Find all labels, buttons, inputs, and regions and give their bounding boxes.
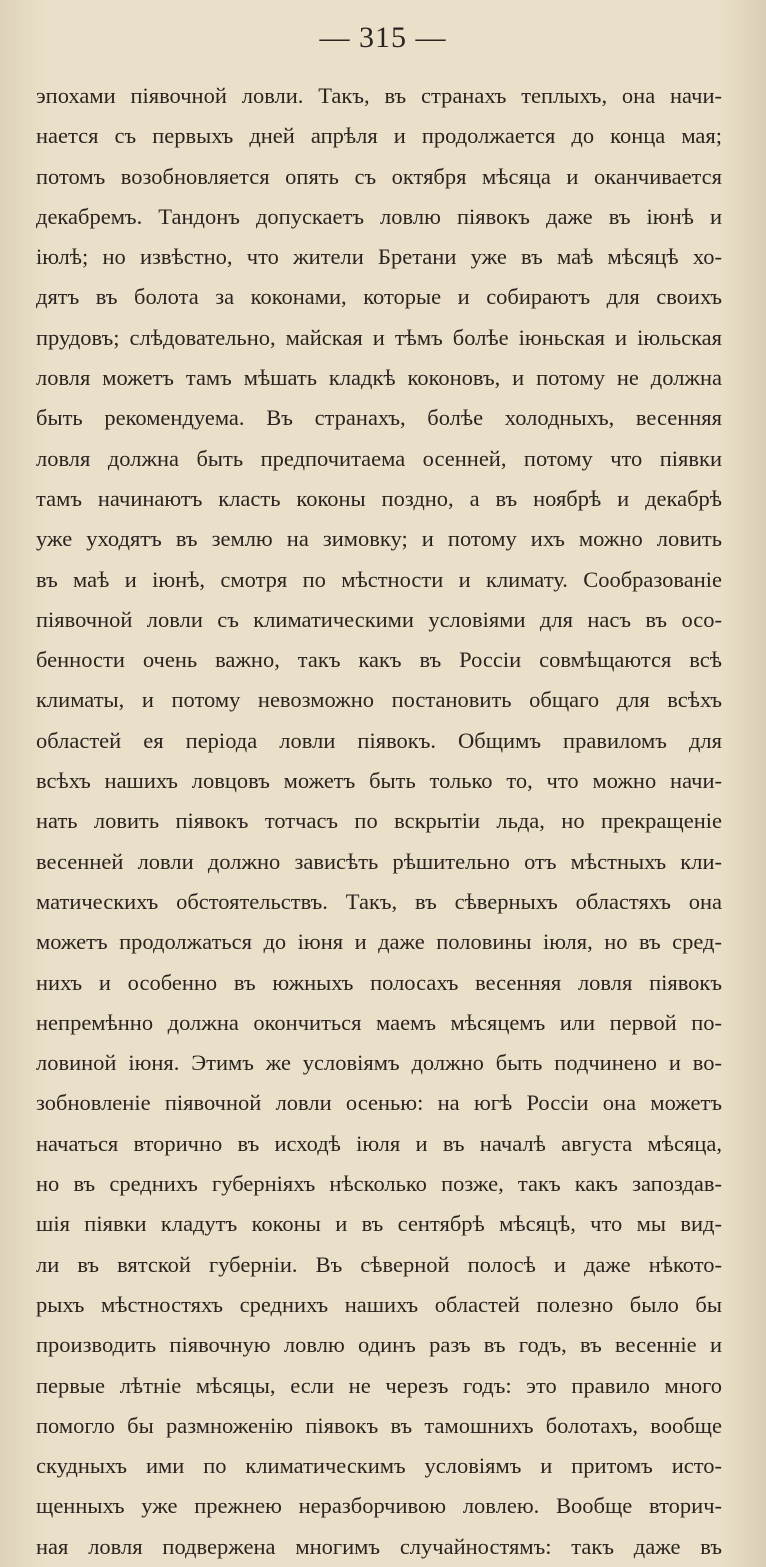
text-line: бенности очень важно, такъ какъ въ Россіи совмѣщаются всѣ xyxy=(36,647,722,673)
text-line: эпохами піявочной ловли. Такъ, въ странахъ теплыхъ, она начи- xyxy=(36,83,722,108)
text-line: ловиной іюня. Этимъ же условіямъ должно быть подчинено и во- xyxy=(36,1050,722,1076)
text-line: климаты, и потому невозможно постановить общаго для всѣхъ xyxy=(36,687,722,713)
text-line: но въ среднихъ губерніяхъ нѣсколько позже, такъ какъ запоздав- xyxy=(36,1171,722,1197)
text-line: тамъ начинаютъ класть коконы поздно, а въ ноябрѣ и декабрѣ xyxy=(36,485,722,511)
text-line: весенней ловли должно зависѣть рѣшительно отъ мѣстныхъ кли- xyxy=(36,848,722,874)
text-line: скудныхъ ими по климатическимъ условіямъ и притомъ исто- xyxy=(36,1453,722,1479)
text-line: зобновленіе піявочной ловли осенью: на югѣ Россіи она можетъ xyxy=(36,1090,722,1116)
text-line: всѣхъ нашихъ ловцовъ можетъ быть только то, что можно начи- xyxy=(36,768,722,794)
text-line: ловля можетъ тамъ мѣшать кладкѣ коконовъ, и потому не должна xyxy=(36,365,722,391)
text-line: декабремъ. Тандонъ допускаетъ ловлю піявокъ даже въ іюнѣ и xyxy=(36,203,722,229)
text-line: нать ловить піявокъ тотчасъ по вскрытіи льда, но прекращеніе xyxy=(36,808,722,834)
text-line: въ маѣ и іюнѣ, смотря по мѣстности и климату. Сообразованіе xyxy=(36,566,722,592)
text-line: начаться вторично въ исходѣ іюля и въ началѣ августа мѣсяца, xyxy=(36,1130,722,1156)
text-line: піявочной ловли съ климатическими условіями для насъ въ осо- xyxy=(36,606,722,632)
text-line: іюлѣ; но извѣстно, что жители Бретани уже въ маѣ мѣсяцѣ хо- xyxy=(36,244,722,270)
text-line: потомъ возобновляется опять съ октября мѣсяца и оканчивается xyxy=(36,163,722,189)
text-line: ловля должна быть предпочитаема осенней, потому что піявки xyxy=(36,445,722,471)
text-line: нается съ первыхъ дней апрѣля и продолжается до конца мая; xyxy=(36,123,722,149)
text-line: областей ея періода ловли піявокъ. Общимъ правиломъ для xyxy=(36,727,722,753)
text-line: ли въ вятской губерніи. Въ сѣверной полосѣ и даже нѣкото- xyxy=(36,1251,722,1277)
body-text xyxy=(36,76,722,1567)
text-line: непремѣнно должна окончиться маемъ мѣсяцемъ или первой по- xyxy=(36,1009,722,1035)
text-line: дятъ въ болота за коконами, которые и собираютъ для своихъ xyxy=(36,284,722,310)
text-line: уже уходятъ въ землю на зимовку; и потому ихъ можно ловить xyxy=(36,526,722,552)
text-line: нихъ и особенно въ южныхъ полосахъ весенняя ловля піявокъ xyxy=(36,969,722,995)
text-line: прудовъ; слѣдовательно, майская и тѣмъ болѣе іюньская и іюльская xyxy=(36,324,722,350)
text-line: быть рекомендуема. Въ странахъ, болѣе холодныхъ, весенняя xyxy=(36,405,722,431)
text-line: можетъ продолжаться до іюня и даже половины іюля, но въ сред- xyxy=(36,929,722,955)
text-line: щенныхъ уже прежнею неразборчивою ловлею. Вообще вторич- xyxy=(36,1493,722,1519)
text-line: производить піявочную ловлю одинъ разъ въ годъ, въ весенніе и xyxy=(36,1332,722,1358)
text-line: матическихъ обстоятельствъ. Такъ, въ сѣверныхъ областяхъ она xyxy=(36,888,722,914)
page-number-header: — 315 — xyxy=(319,21,447,54)
text-line: шія піявки кладутъ коконы и въ сентябрѣ мѣсяцѣ, что мы вид- xyxy=(36,1211,722,1237)
text-line: первые лѣтніе мѣсяцы, если не черезъ годъ: это правило много xyxy=(36,1372,722,1398)
text-line: рыхъ мѣстностяхъ среднихъ нашихъ областей полезно было бы xyxy=(36,1291,722,1317)
text-line: ная ловля подвержена многимъ случайностямъ: такъ даже въ xyxy=(36,1533,722,1559)
text-line: помогло бы размноженію піявокъ въ тамошнихъ болотахъ, вообще xyxy=(36,1412,722,1438)
